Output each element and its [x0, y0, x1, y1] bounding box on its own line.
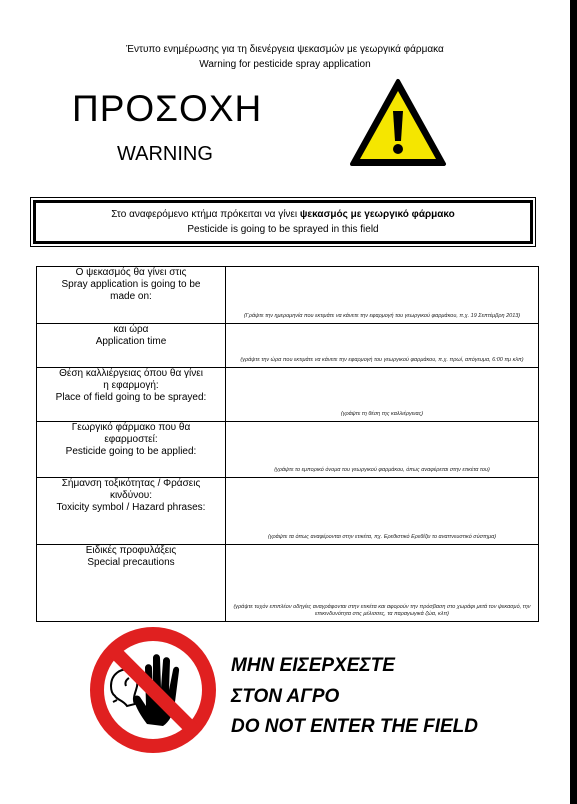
field-location-field[interactable]	[226, 368, 539, 422]
table-row	[37, 267, 539, 324]
row-label	[37, 368, 226, 422]
spray-notice-banner	[33, 200, 533, 244]
do-not-enter-english: DO NOT ENTER THE FIELD	[231, 716, 478, 737]
pesticide-name-field[interactable]	[226, 422, 539, 478]
banner-line-english: Pesticide is going to be sprayed in this field	[187, 224, 379, 235]
do-not-enter-greek-line-2: ΣΤΟΝ ΑΓΡΟ	[231, 686, 340, 707]
row-label-greek: Ειδικές προφυλάξεις	[85, 545, 177, 556]
row-label	[37, 545, 226, 622]
row-label	[37, 324, 226, 368]
title-greek: ΠΡΟΣΟΧΗ	[72, 88, 263, 129]
table-row	[37, 545, 539, 622]
banner-text-bold: ψεκασμός με γεωργικό φάρμακο	[299, 209, 455, 220]
no-entry-hand-icon	[89, 626, 217, 754]
row-label	[37, 422, 226, 478]
row-label-english: Special precautions	[87, 557, 175, 568]
row-label-english: Application time	[95, 336, 167, 347]
row-label-english: Place of field going to be sprayed:	[55, 392, 207, 403]
field-hint: (Γράψτε την ημερομηνία που εκτιμάτε να κάνετε την εφαρμογή του γεωργικού φαρμάκου, π.χ. 19 Σεπτέμβρη 2013)	[243, 313, 521, 319]
row-label-greek: και ώρα	[113, 324, 149, 335]
page-right-edge-bar	[570, 0, 577, 804]
row-label-greek: Ο ψεκασμός θα γίνει στις	[75, 267, 187, 278]
table-row	[37, 422, 539, 478]
row-label-greek: Θέση καλλιέργειας όπου θα γίνει η εφαρμογή:	[59, 368, 203, 391]
field-hint: (γράψτε τυχόν επιπλέον οδηγίες αναγράφονται στην ετικέτα και αφορούν την πρόσβαση στο χωράφι μετά τον ψεκασμό, την επικινδυνότητα στις μέλισσες, τα παραγωγικά ζώα, κλπ)	[233, 604, 531, 617]
do-not-enter-greek-line-1: ΜΗΝ ΕΙΣΕΡΧΕΣΤΕ	[231, 655, 395, 676]
row-label-english: Spray application is going to be made on:	[61, 279, 201, 302]
spray-info-form	[36, 266, 539, 622]
field-hint: (γράψτε το εμπορικό όνομα του γεωργικού φαρμάκου, όπως αναφέρεται στην ετικέτα του)	[274, 467, 490, 473]
row-label-greek: Γεωργικό φάρμακο που θα εφαρμοστεί:	[71, 422, 191, 445]
title-english: WARNING	[117, 143, 213, 165]
row-label	[37, 267, 226, 324]
field-hint: (γράψτε την ώρα που εκτιμάτε να κάνετε την εφαρμογή του γεωργικού φαρμάκου, π.χ. πρωί, απόγευμα, 6:00 πμ κλπ)	[240, 357, 524, 363]
special-precautions-field[interactable]	[226, 545, 539, 622]
row-label-greek: Σήμανση τοξικότητας / Φράσεις κινδύνου:	[61, 478, 201, 501]
row-label	[37, 478, 226, 545]
banner-text-normal: Στο αναφερόμενο κτήμα πρόκειται να γίνει	[111, 209, 300, 220]
table-row	[37, 368, 539, 422]
field-hint: (γράψτε τα όπως αναφέρονται στην ετικέτα, πχ. Ερεθιστικό Ερεθίζει το αναπνευστικό σύστημα)	[267, 534, 497, 540]
warning-triangle-exclamation-icon	[349, 78, 447, 168]
subtitle-greek: Έντυπο ενημέρωσης για τη διενέργεια ψεκασμών με γεωργικά φάρμακα	[126, 44, 444, 55]
row-label-english: Toxicity symbol / Hazard phrases:	[56, 502, 206, 513]
application-time-field[interactable]	[226, 324, 539, 368]
hazard-phrases-field[interactable]	[226, 478, 539, 545]
field-hint: (γράψτε τη θέση της καλλιέργειας)	[340, 411, 424, 417]
spray-date-field[interactable]	[226, 267, 539, 324]
banner-line-greek	[36, 207, 530, 222]
subtitle-english: Warning for pesticide spray application	[199, 59, 371, 70]
table-row	[37, 324, 539, 368]
row-label-english: Pesticide going to be applied:	[65, 446, 197, 457]
table-row	[37, 478, 539, 545]
